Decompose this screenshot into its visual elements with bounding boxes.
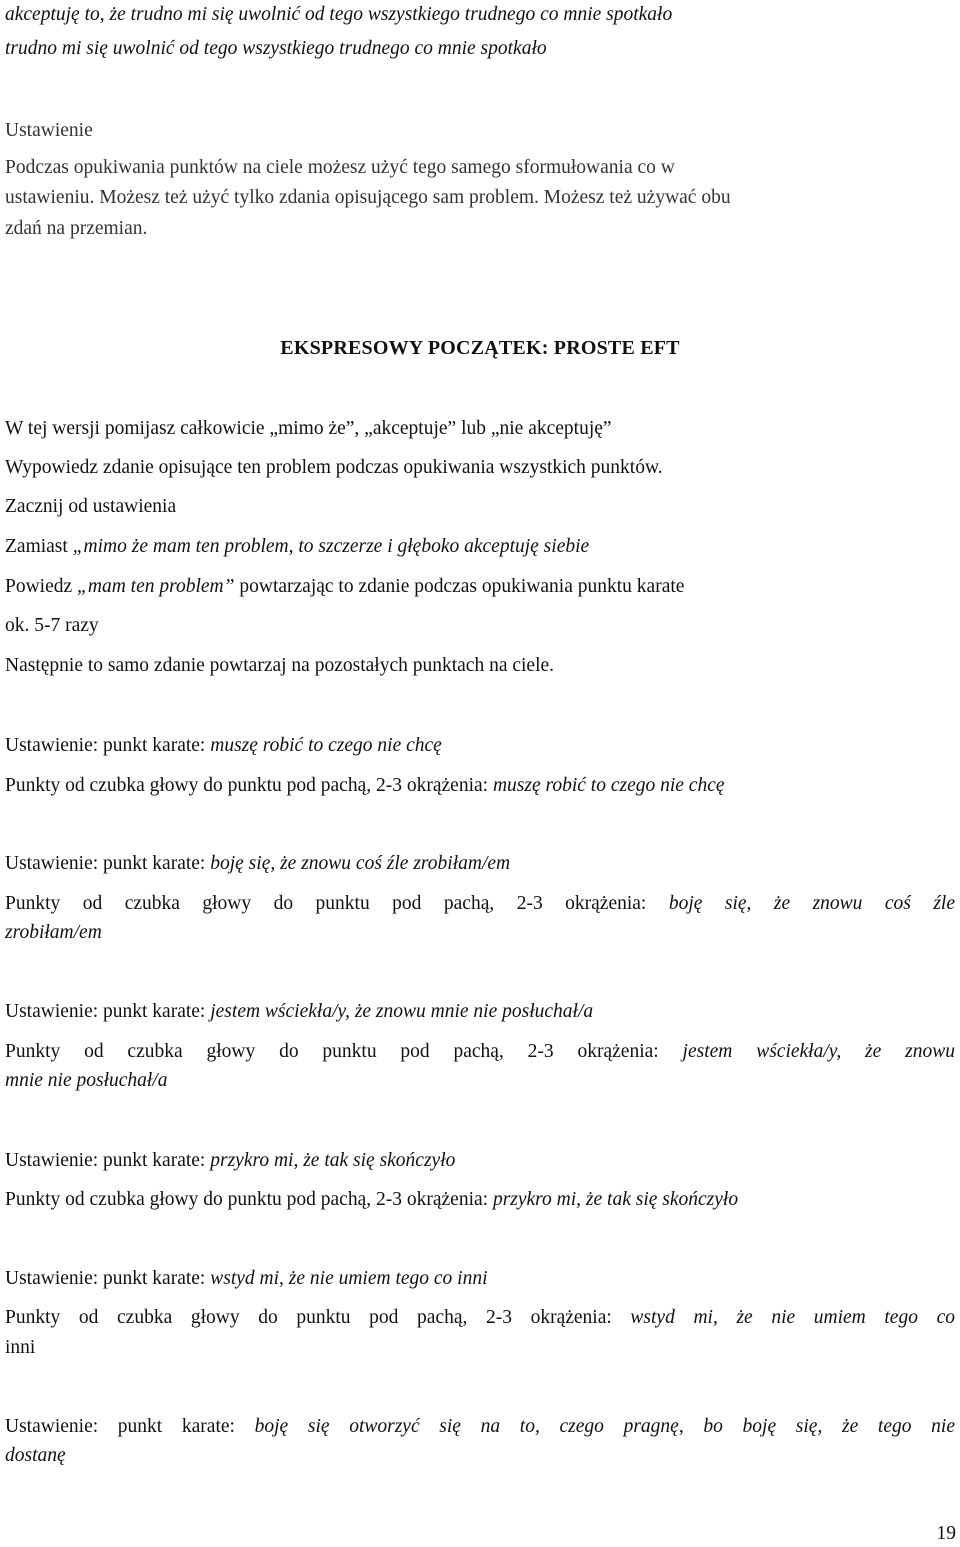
setup-phrase: jestem wściekła/y, że znowu mnie nie posłuchał/a bbox=[210, 1001, 594, 1022]
say-rest: powtarzając to zdanie podczas opukiwania punktu karate bbox=[234, 576, 685, 597]
round-4-points bbox=[5, 1185, 955, 1215]
points-phrase: boję się, że znowu coś źle bbox=[668, 893, 955, 914]
round-2-points bbox=[5, 889, 955, 919]
section-title: EKSPRESOWY POCZĄTEK: PROSTE EFT bbox=[280, 337, 680, 359]
instead-label: Zamiast bbox=[5, 536, 73, 557]
section-line-5 bbox=[5, 572, 955, 602]
instead-phrase: „mimo że mam ten problem, to szczerze i głęboko akceptuję siebie bbox=[72, 536, 590, 557]
round-3-points-continued: mnie nie posłuchał/a bbox=[5, 1070, 168, 1091]
setup-phrase: wstyd mi, że nie umiem tego co inni bbox=[210, 1268, 488, 1289]
points-label: Punkty od czubka głowy do punktu pod pachą, 2-3 okrążenia: bbox=[5, 775, 493, 796]
points-phrase: jestem wściekła/y, że znowu bbox=[682, 1041, 955, 1062]
points-label: Punkty od czubka głowy do punktu pod pachą, 2-3 okrążenia: bbox=[5, 1189, 493, 1210]
round-6-setup-continued: dostanę bbox=[5, 1445, 66, 1466]
points-label: Punkty od czubka głowy do punktu pod pachą, 2-3 okrążenia: bbox=[5, 893, 669, 914]
setup-phrase: boję się otworzyć się na to, czego pragnę, bo boję się, że tego nie bbox=[254, 1416, 955, 1437]
setup-label: Ustawienie: punkt karate: bbox=[5, 1001, 211, 1022]
say-phrase: „mam ten problem” bbox=[77, 576, 235, 597]
round-5-points bbox=[5, 1303, 955, 1333]
setup-label: Ustawienie: punkt karate: bbox=[5, 1416, 255, 1437]
round-2-setup bbox=[5, 849, 955, 879]
section-line-4 bbox=[5, 532, 955, 562]
setup-phrase: muszę robić to czego nie chcę bbox=[210, 735, 442, 756]
section-line-7: Następnie to samo zdanie powtarzaj na pozostałych punktach na ciele. bbox=[5, 655, 555, 676]
affirmation-line-2: trudno mi się uwolnić od tego wszystkiego trudnego co mnie spotkało bbox=[5, 38, 547, 59]
section-line-3: Zacznij od ustawienia bbox=[5, 496, 177, 517]
affirmation-line-1: akceptuję to, że trudno mi się uwolnić od tego wszystkiego trudnego co mnie spotkało bbox=[5, 4, 673, 25]
setup-phrase: przykro mi, że tak się skończyło bbox=[210, 1150, 456, 1171]
round-1-points bbox=[5, 771, 955, 801]
section-line-2: Wypowiedz zdanie opisujące ten problem podczas opukiwania wszystkich punktów. bbox=[5, 457, 663, 478]
round-4-setup bbox=[5, 1146, 955, 1176]
points-label: Punkty od czubka głowy do punktu pod pachą, 2-3 okrążenia: bbox=[5, 1041, 683, 1062]
section-line-6: ok. 5-7 razy bbox=[5, 615, 99, 636]
round-5-setup bbox=[5, 1264, 955, 1294]
setup-label: Ustawienie: punkt karate: bbox=[5, 1150, 211, 1171]
round-3-setup bbox=[5, 997, 955, 1027]
intro-paragraph-line-1: Podczas opukiwania punktów na ciele możesz użyć tego samego sformułowania co w bbox=[5, 157, 675, 178]
points-phrase: przykro mi, że tak się skończyło bbox=[492, 1189, 739, 1210]
intro-paragraph-line-2: ustawieniu. Możesz też użyć tylko zdania opisującego sam problem. Możesz też używać obu bbox=[5, 187, 731, 208]
round-2-points-continued: zrobiłam/em bbox=[5, 922, 102, 943]
page-number: 19 bbox=[936, 1523, 956, 1544]
setup-label: Ustawienie: punkt karate: bbox=[5, 1268, 211, 1289]
intro-heading: Ustawienie bbox=[5, 120, 93, 141]
round-3-points bbox=[5, 1037, 955, 1067]
round-1-setup bbox=[5, 731, 955, 761]
points-label: Punkty od czubka głowy do punktu pod pachą, 2-3 okrążenia: bbox=[5, 1307, 631, 1328]
points-phrase: wstyd mi, że nie umiem tego co bbox=[630, 1307, 955, 1328]
round-5-points-continued: inni bbox=[5, 1337, 36, 1358]
round-6-setup bbox=[5, 1412, 955, 1442]
intro-paragraph-line-3: zdań na przemian. bbox=[5, 218, 148, 239]
setup-label: Ustawienie: punkt karate: bbox=[5, 735, 211, 756]
section-line-1: W tej wersji pomijasz całkowicie „mimo że”, „akceptuje” lub „nie akceptuję” bbox=[5, 418, 612, 439]
setup-label: Ustawienie: punkt karate: bbox=[5, 853, 211, 874]
setup-phrase: boję się, że znowu coś źle zrobiłam/em bbox=[210, 853, 511, 874]
say-label: Powiedz bbox=[5, 576, 78, 597]
points-phrase: muszę robić to czego nie chcę bbox=[492, 775, 725, 796]
